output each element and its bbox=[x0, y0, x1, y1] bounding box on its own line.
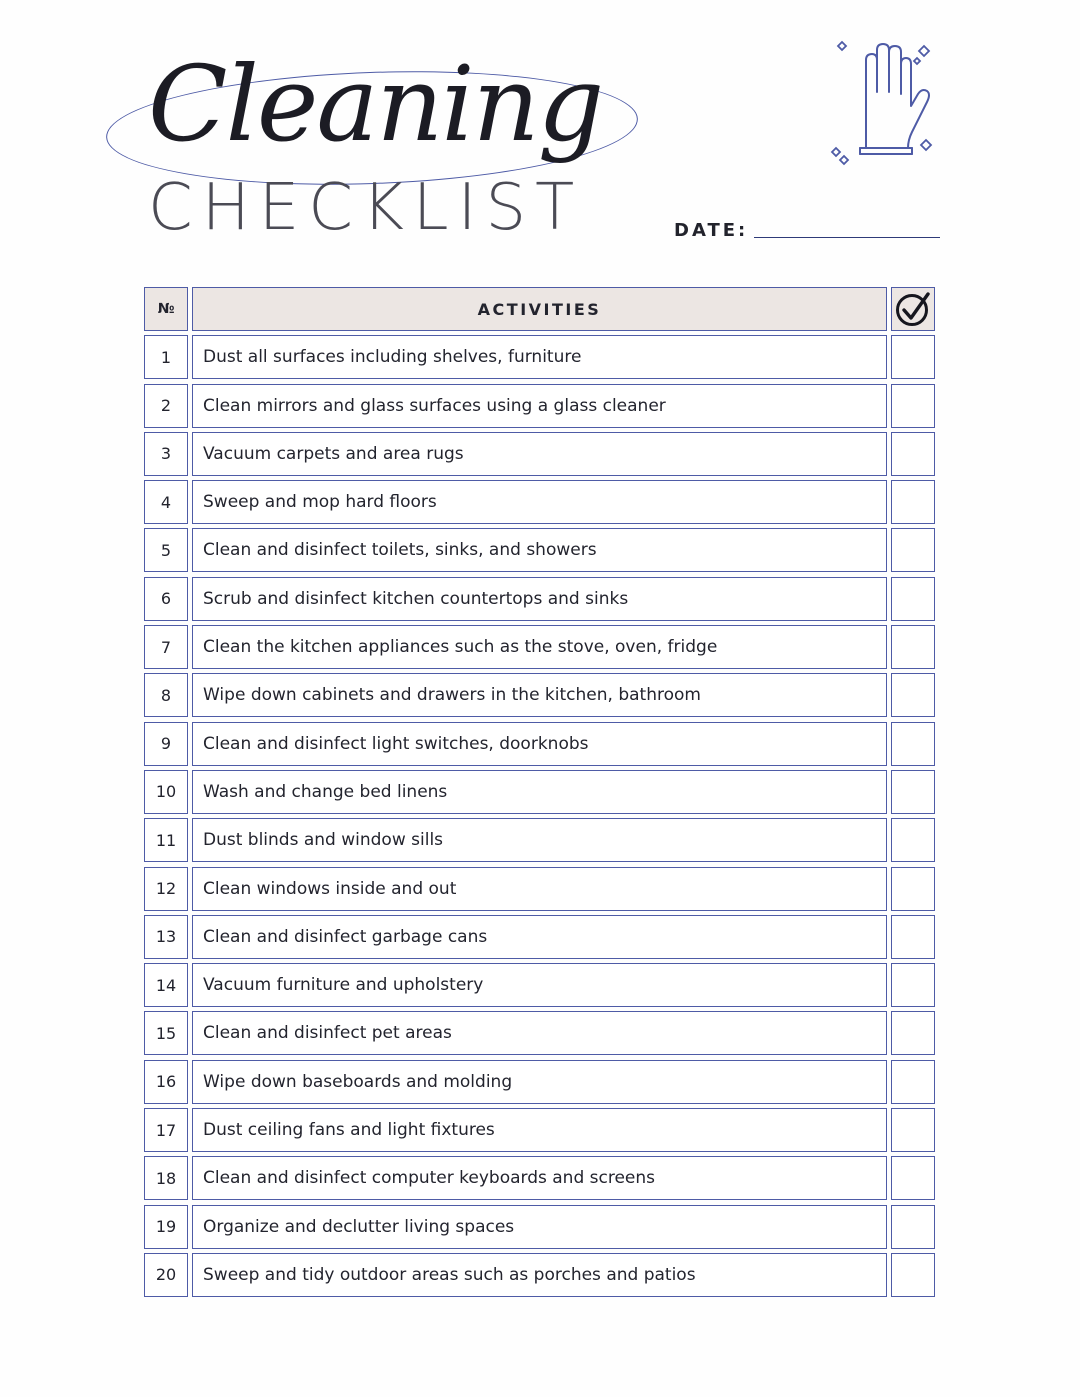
row-checkbox[interactable] bbox=[891, 818, 935, 862]
table-header-row bbox=[144, 287, 935, 331]
row-number: 14 bbox=[144, 963, 188, 1007]
table-row bbox=[144, 1156, 935, 1200]
table-row bbox=[144, 480, 935, 524]
table-row bbox=[144, 722, 935, 766]
row-number: 2 bbox=[144, 384, 188, 428]
row-checkbox[interactable] bbox=[891, 722, 935, 766]
row-checkbox[interactable] bbox=[891, 625, 935, 669]
table-row bbox=[144, 1108, 935, 1152]
row-activity: Clean and disinfect computer keyboards and screens bbox=[192, 1156, 887, 1200]
table-row bbox=[144, 528, 935, 572]
row-checkbox[interactable] bbox=[891, 1108, 935, 1152]
row-activity: Dust ceiling fans and light fixtures bbox=[192, 1108, 887, 1152]
row-checkbox[interactable] bbox=[891, 770, 935, 814]
table-row bbox=[144, 1060, 935, 1104]
row-number: 17 bbox=[144, 1108, 188, 1152]
table-row bbox=[144, 625, 935, 669]
table-row bbox=[144, 770, 935, 814]
row-activity: Wash and change bed linens bbox=[192, 770, 887, 814]
header-check bbox=[891, 287, 935, 331]
row-number: 4 bbox=[144, 480, 188, 524]
table-row bbox=[144, 867, 935, 911]
row-activity: Sweep and tidy outdoor areas such as porches and patios bbox=[192, 1253, 887, 1297]
row-activity: Dust all surfaces including shelves, furniture bbox=[192, 335, 887, 379]
date-input-line[interactable] bbox=[754, 237, 940, 238]
row-number: 3 bbox=[144, 432, 188, 476]
row-number: 15 bbox=[144, 1011, 188, 1055]
checklist-table bbox=[144, 287, 935, 1301]
row-checkbox[interactable] bbox=[891, 480, 935, 524]
row-activity: Clean and disinfect pet areas bbox=[192, 1011, 887, 1055]
row-activity: Scrub and disinfect kitchen countertops and sinks bbox=[192, 577, 887, 621]
row-number: 6 bbox=[144, 577, 188, 621]
row-activity: Clean mirrors and glass surfaces using a glass cleaner bbox=[192, 384, 887, 428]
row-activity: Clean the kitchen appliances such as the stove, oven, fridge bbox=[192, 625, 887, 669]
row-number: 20 bbox=[144, 1253, 188, 1297]
row-activity: Organize and declutter living spaces bbox=[192, 1205, 887, 1249]
glove-icon bbox=[828, 36, 940, 166]
table-row bbox=[144, 1253, 935, 1297]
table-row bbox=[144, 335, 935, 379]
table-row bbox=[144, 577, 935, 621]
table-row bbox=[144, 963, 935, 1007]
date-field bbox=[674, 220, 940, 241]
table-row bbox=[144, 1205, 935, 1249]
row-activity: Clean and disinfect light switches, doorknobs bbox=[192, 722, 887, 766]
row-activity: Clean windows inside and out bbox=[192, 867, 887, 911]
row-number: 10 bbox=[144, 770, 188, 814]
row-activity: Sweep and mop hard floors bbox=[192, 480, 887, 524]
row-checkbox[interactable] bbox=[891, 1253, 935, 1297]
row-number: 13 bbox=[144, 915, 188, 959]
table-row bbox=[144, 818, 935, 862]
row-activity: Vacuum furniture and upholstery bbox=[192, 963, 887, 1007]
row-number: 16 bbox=[144, 1060, 188, 1104]
row-checkbox[interactable] bbox=[891, 577, 935, 621]
table-row bbox=[144, 432, 935, 476]
table-row bbox=[144, 1011, 935, 1055]
row-activity: Wipe down cabinets and drawers in the kitchen, bathroom bbox=[192, 673, 887, 717]
row-number: 11 bbox=[144, 818, 188, 862]
row-number: 18 bbox=[144, 1156, 188, 1200]
row-checkbox[interactable] bbox=[891, 528, 935, 572]
header-number: № bbox=[144, 287, 188, 331]
title-checklist: CHECKLIST bbox=[148, 171, 584, 245]
row-activity: Clean and disinfect toilets, sinks, and showers bbox=[192, 528, 887, 572]
row-activity: Clean and disinfect garbage cans bbox=[192, 915, 887, 959]
row-number: 9 bbox=[144, 722, 188, 766]
row-checkbox[interactable] bbox=[891, 673, 935, 717]
row-number: 12 bbox=[144, 867, 188, 911]
row-checkbox[interactable] bbox=[891, 1011, 935, 1055]
row-number: 19 bbox=[144, 1205, 188, 1249]
row-checkbox[interactable] bbox=[891, 867, 935, 911]
row-number: 5 bbox=[144, 528, 188, 572]
row-checkbox[interactable] bbox=[891, 384, 935, 428]
header-activities: ACTIVITIES bbox=[192, 287, 887, 331]
row-checkbox[interactable] bbox=[891, 1156, 935, 1200]
table-row bbox=[144, 384, 935, 428]
table-row bbox=[144, 915, 935, 959]
row-number: 7 bbox=[144, 625, 188, 669]
table-row bbox=[144, 673, 935, 717]
row-checkbox[interactable] bbox=[891, 432, 935, 476]
row-activity: Wipe down baseboards and molding bbox=[192, 1060, 887, 1104]
row-checkbox[interactable] bbox=[891, 915, 935, 959]
row-checkbox[interactable] bbox=[891, 1205, 935, 1249]
row-checkbox[interactable] bbox=[891, 335, 935, 379]
row-checkbox[interactable] bbox=[891, 1060, 935, 1104]
date-label: DATE: bbox=[674, 220, 749, 241]
row-checkbox[interactable] bbox=[891, 963, 935, 1007]
row-activity: Dust blinds and window sills bbox=[192, 818, 887, 862]
row-activity: Vacuum carpets and area rugs bbox=[192, 432, 887, 476]
row-number: 8 bbox=[144, 673, 188, 717]
row-number: 1 bbox=[144, 335, 188, 379]
check-circle-icon bbox=[894, 290, 932, 328]
title-script: Cleaning bbox=[148, 43, 603, 165]
